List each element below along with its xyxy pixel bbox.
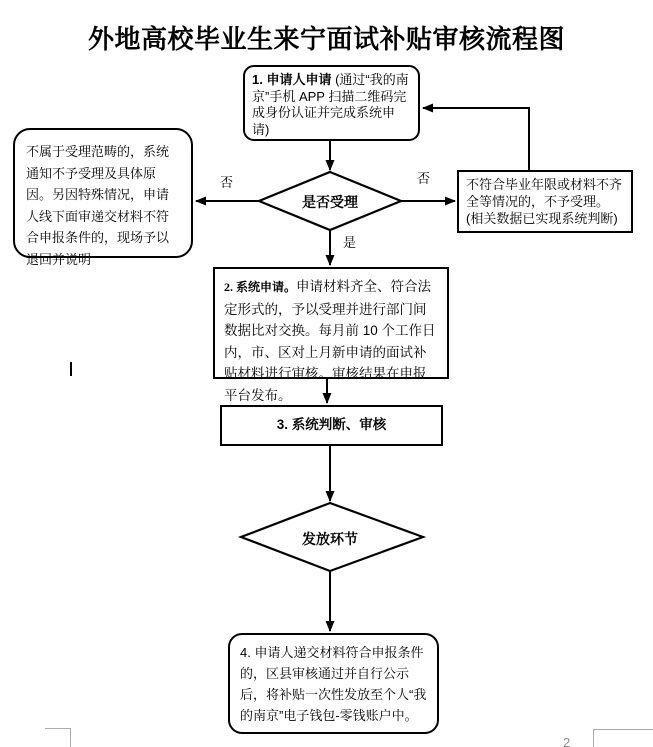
corner-mark-bottom-left-v — [70, 728, 71, 747]
right-rejection-text: 不符合毕业年限或材料不齐全等情况的，不予受理。(相关数据已实现系统判断) — [466, 177, 623, 226]
node-subsidy-payment: 4. 申请人递交材料符合申报条件的，区县审核通过并自行公示后，将补贴一次性发放至个人“我的南京”电子钱包-零钱账户中。 — [228, 633, 439, 734]
node-applicant-apply — [243, 65, 420, 141]
branch-label-no-left: 否 — [220, 175, 234, 190]
node-system-application-body: 申请材料齐全、符合法定形式的，予以受理并进行部门间数据比对交换。每月前 10 个工作日内，市、区对上月新申请的面试补贴材料进行审核。审核结果在申报平台发布。 — [224, 279, 436, 403]
node-system-application-heading: 2. 系统申请。 — [224, 280, 297, 294]
corner-mark-bottom-left-h — [45, 728, 71, 729]
node-applicant-apply-body: (通过“我的南京”手机 APP 扫描二维码完成身份认证并完成系统申请) — [252, 72, 409, 137]
node-system-application — [213, 267, 449, 403]
text-cursor-artifact — [70, 362, 72, 376]
corner-mark-bottom-right-h — [593, 729, 653, 730]
corner-mark-bottom-right-v — [593, 729, 594, 747]
page-title: 外地高校毕业生来宁面试补贴审核流程图 — [87, 24, 565, 54]
node-right-rejection-note — [457, 170, 633, 233]
node-applicant-apply-heading: 1. 申请人申请 — [252, 72, 332, 87]
arrow-right-note-to-node1 — [423, 108, 529, 170]
branch-label-yes: 是 — [343, 235, 357, 250]
left-rejection-text: 不属于受理范畴的，系统通知不予受理及具体原因。另因特殊情况，申请人线下面审递交材料不符合申报条件的，现场予以退回并说明 — [26, 144, 170, 267]
branch-label-no-right: 否 — [417, 171, 431, 186]
decision2-label: 发放环节 — [302, 531, 358, 547]
node-system-judge-review: 3. 系统判断、审核 — [220, 405, 443, 446]
node-left-rejection-note — [13, 128, 193, 267]
decision1-label: 是否受理 — [302, 194, 358, 210]
page-number: 2 — [563, 735, 571, 747]
